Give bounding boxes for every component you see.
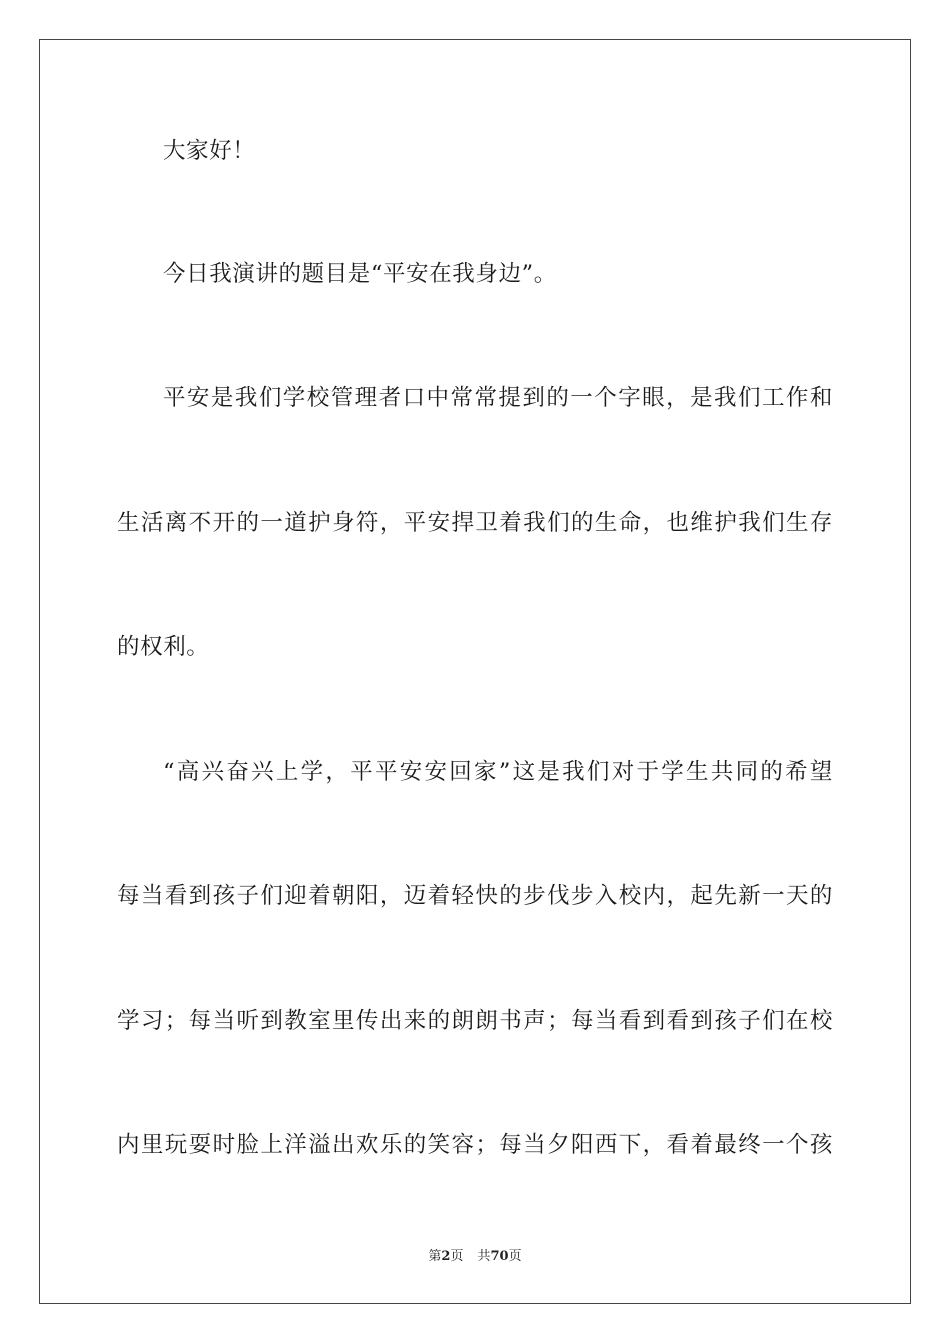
page-border xyxy=(39,39,911,1304)
paragraph-line: 学习；每当听到教室里传出来的朗朗书声；每当看到看到孩子们在校 xyxy=(117,1008,833,1034)
topic-line: 今日我演讲的题目是“平安在我身边”。 xyxy=(163,261,557,287)
paragraph-line: 生活离不开的一道护身符，平安捍卫着我们的生命，也维护我们生存 xyxy=(117,510,833,536)
paragraph-line: 的权利。 xyxy=(117,634,210,660)
page-suffix: 页 xyxy=(450,1249,464,1264)
paragraph-line: “高兴奋兴上学，平平安安回家”这是我们对于学生共同的希望 xyxy=(163,759,833,785)
paragraph-line: 平安是我们学校管理者口中常常提到的一个字眼，是我们工作和 xyxy=(163,385,833,411)
greeting-line: 大家好！ xyxy=(163,138,256,164)
paragraph-line: 每当看到孩子们迎着朝阳，迈着轻快的步伐步入校内，起先新一天的 xyxy=(117,883,833,909)
total-suffix: 页 xyxy=(508,1249,522,1264)
page-footer xyxy=(0,1248,950,1266)
page-prefix: 第 xyxy=(428,1249,442,1264)
total-pages: 70 xyxy=(490,1249,509,1264)
paragraph-line: 内里玩耍时脸上洋溢出欢乐的笑容；每当夕阳西下，看着最终一个孩 xyxy=(117,1132,833,1158)
page-number: 2 xyxy=(441,1249,451,1264)
total-prefix: 共 xyxy=(477,1249,491,1264)
